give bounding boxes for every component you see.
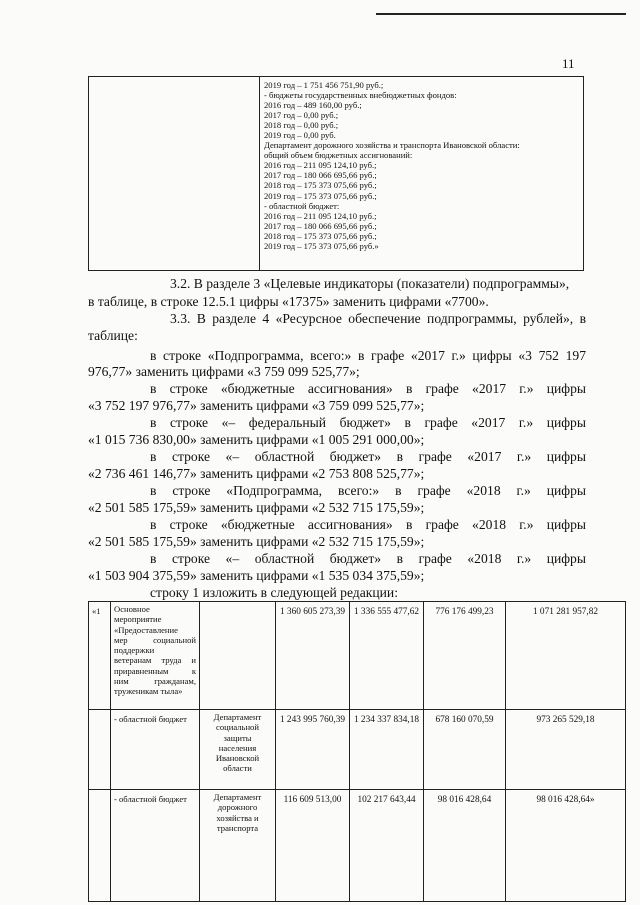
funding-line: 2019 год – 175 373 075,66 руб.; bbox=[264, 190, 377, 201]
change-1-line-1: в строке «Подпрограмма, всего:» в графе «2017 г.» цифры «3 752 197 bbox=[150, 348, 586, 363]
executor-line: транспорта bbox=[216, 822, 259, 833]
paragraph-3-3-line-2: таблице: bbox=[88, 328, 138, 343]
funding-line: 2017 год – 180 066 695,66 руб.; bbox=[264, 220, 377, 231]
replacement-table bbox=[88, 601, 626, 902]
table-column-divider bbox=[259, 77, 260, 270]
funding-line: 2017 год – 0,00 руб.; bbox=[264, 110, 339, 121]
row-number bbox=[89, 790, 111, 902]
change-3-line-1: в строке «– федеральный бюджет» в графе «2017 г.» цифры bbox=[150, 415, 586, 430]
funding-line: - бюджеты государственных внебюджетных фондов: bbox=[264, 90, 457, 101]
change-5-line-2: «2 501 585 175,59» заменить цифрами «2 532 715 175,59»; bbox=[88, 500, 425, 515]
executor-cell bbox=[200, 790, 276, 902]
budget-source: - областной бюджет bbox=[111, 710, 200, 790]
value-2018: 98 016 428,64 bbox=[424, 790, 506, 902]
change-4-line-2: «2 736 461 146,77» заменить цифрами «2 753 808 525,77»; bbox=[88, 466, 425, 481]
value-2019: 98 016 428,64» bbox=[506, 790, 626, 902]
change-8-line-1: строку 1 изложить в следующей редакции: bbox=[150, 585, 398, 600]
executor-cell bbox=[200, 710, 276, 790]
measure-name-line: Основное bbox=[114, 604, 150, 614]
executor-line: области bbox=[223, 763, 252, 774]
change-1-line-2: 976,77» заменить цифрами «3 759 099 525,77»; bbox=[88, 364, 360, 379]
funding-line: 2016 год – 211 095 124,10 руб.; bbox=[264, 160, 377, 171]
value-2019: 1 071 281 957,82 bbox=[506, 602, 626, 710]
table-row bbox=[89, 602, 626, 710]
funding-line: 2017 год – 180 066 695,66 руб.; bbox=[264, 170, 377, 181]
funding-line: - областной бюджет: bbox=[264, 200, 340, 211]
row-number bbox=[89, 710, 111, 790]
change-2-line-1: в строке «бюджетные ассигнования» в графе «2017 г.» цифры bbox=[150, 381, 586, 396]
executor-line: населения bbox=[218, 742, 257, 753]
paragraph-3-2-line-1: 3.2. В разделе 3 «Целевые индикаторы (показатели) подпрограммы», bbox=[170, 276, 570, 291]
funding-line: 2018 год – 175 373 075,66 руб.; bbox=[264, 230, 377, 241]
funding-line: 2019 год – 175 373 075,66 руб.» bbox=[264, 240, 379, 251]
value-2019: 973 265 529,18 bbox=[506, 710, 626, 790]
measure-name-line: ветеранам труда и bbox=[114, 655, 196, 666]
executor-cell bbox=[200, 602, 276, 710]
header-rule bbox=[376, 13, 626, 15]
budget-source: - областной бюджет bbox=[111, 790, 200, 902]
change-2-line-2: «3 752 197 976,77» заменить цифрами «3 759 099 525,77»; bbox=[88, 398, 425, 413]
value-2016: 1 243 995 760,39 bbox=[276, 710, 350, 790]
funding-line: 2016 год – 211 095 124,10 руб.; bbox=[264, 210, 377, 221]
value-2017: 1 234 337 834,18 bbox=[350, 710, 424, 790]
value-2018: 776 176 499,23 bbox=[424, 602, 506, 710]
page-number: 11 bbox=[562, 56, 575, 71]
measure-name-line: мер социальной bbox=[114, 634, 196, 645]
funding-line: Департамент дорожного хозяйства и транспорта Ивановской области: bbox=[264, 140, 520, 151]
change-6-line-1: в строке «бюджетные ассигнования» в графе «2018 г.» цифры bbox=[150, 517, 586, 532]
table-row bbox=[89, 710, 626, 790]
funding-line: 2019 год – 1 751 456 751,90 руб.; bbox=[264, 80, 384, 90]
funding-line: 2019 год – 0,00 руб. bbox=[264, 130, 336, 141]
value-2016: 1 360 605 273,39 bbox=[276, 602, 350, 710]
change-3-line-2: «1 015 736 830,00» заменить цифрами «1 005 291 000,00»; bbox=[88, 432, 425, 447]
executor-line: Департамент bbox=[213, 712, 262, 722]
executor-line: Ивановской bbox=[215, 753, 260, 764]
change-7-line-1: в строке «– областной бюджет» в графе «2018 г.» цифры bbox=[150, 551, 586, 566]
funding-line: 2016 год – 489 160,00 руб.; bbox=[264, 100, 362, 111]
value-2017: 102 217 643,44 bbox=[350, 790, 424, 902]
row-number: «1 bbox=[89, 602, 111, 710]
paragraph-3-2-line-2: в таблице, в строке 12.5.1 цифры «17375» заменить цифрами «7700». bbox=[88, 294, 489, 309]
executor-line: Департамент bbox=[213, 792, 262, 802]
funding-details-cell bbox=[264, 80, 582, 251]
funding-line: 2018 год – 175 373 075,66 руб.; bbox=[264, 180, 377, 191]
measure-name-line: «Предоставление bbox=[114, 624, 178, 635]
executor-line: хозяйства и bbox=[216, 812, 259, 823]
value-2016: 116 609 513,00 bbox=[276, 790, 350, 902]
measure-name-line: ним гражданам, bbox=[114, 676, 196, 687]
value-2017: 1 336 555 477,62 bbox=[350, 602, 424, 710]
change-4-line-1: в строке «– областной бюджет» в графе «2017 г.» цифры bbox=[150, 449, 586, 464]
value-2018: 678 160 070,59 bbox=[424, 710, 506, 790]
measure-name-cell bbox=[111, 602, 200, 710]
funding-line: общий объем бюджетных ассигнований: bbox=[264, 150, 413, 161]
change-6-line-2: «2 501 585 175,59» заменить цифрами «2 532 715 175,59»; bbox=[88, 534, 425, 549]
change-7-line-2: «1 503 904 375,59» заменить цифрами «1 535 034 375,59»; bbox=[88, 568, 425, 583]
measure-name-line: труженикам тыла» bbox=[114, 686, 183, 697]
executor-line: социальной bbox=[216, 722, 259, 733]
change-5-line-1: в строке «Подпрограмма, всего:» в графе «2018 г.» цифры bbox=[150, 483, 586, 498]
table-row bbox=[89, 790, 626, 902]
funding-line: 2018 год – 0,00 руб.; bbox=[264, 120, 339, 131]
measure-name-line: приравненным к bbox=[114, 665, 196, 676]
executor-line: защиты bbox=[223, 732, 252, 743]
measure-name-line: мероприятие bbox=[114, 614, 162, 625]
paragraph-3-3-line-1: 3.3. В разделе 4 «Ресурсное обеспечение подпрограммы, рублей», в bbox=[170, 311, 586, 326]
executor-line: дорожного bbox=[217, 802, 258, 813]
continuation-table bbox=[88, 76, 584, 271]
measure-name-line: поддержки bbox=[114, 645, 155, 656]
